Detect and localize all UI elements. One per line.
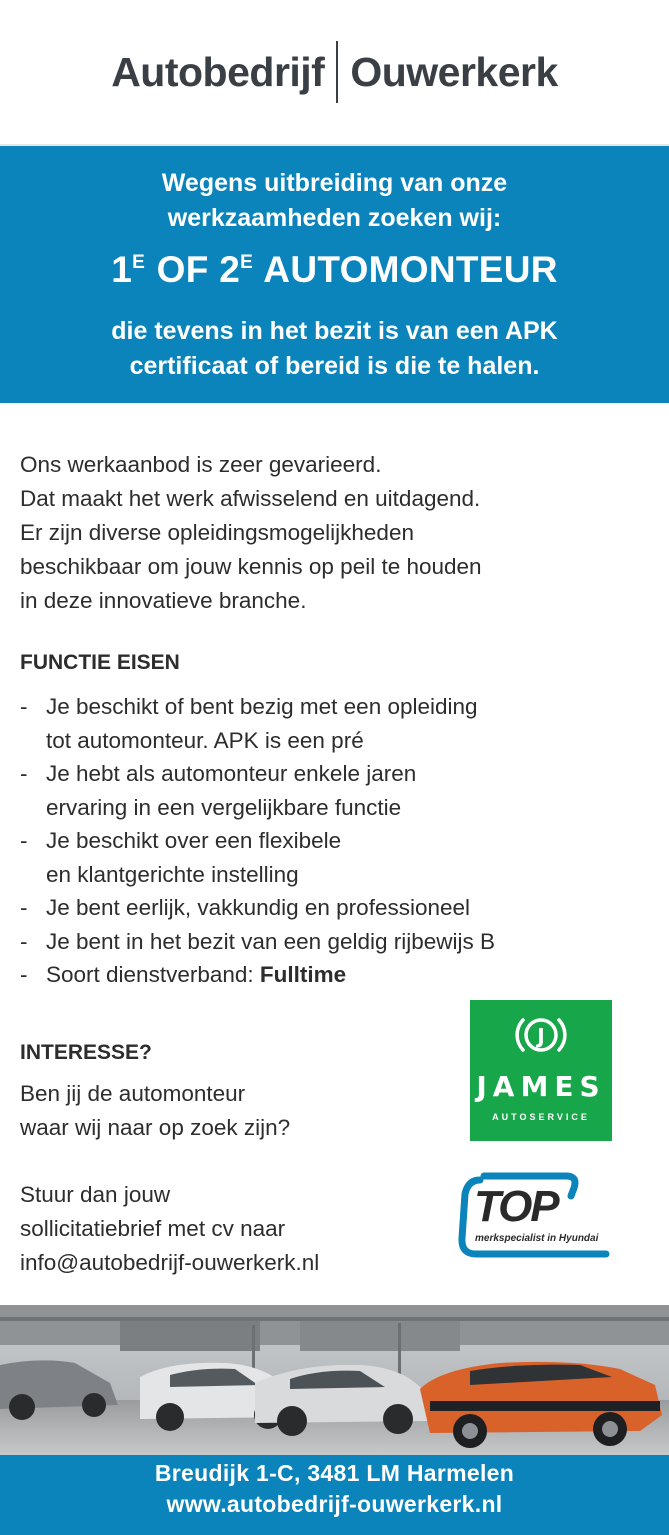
job-title-part: OF 2 — [146, 249, 241, 290]
requirement-line: Je beschikt over een flexibele — [46, 828, 342, 853]
list-dash: - — [20, 761, 28, 786]
top-hyundai-logo — [456, 1170, 634, 1262]
requirement-line: Je beschikt of bent bezig met een opleiding — [46, 694, 478, 719]
vacancy-banner — [0, 146, 669, 403]
footer — [0, 1455, 669, 1535]
brand-name-right: Ouwerkerk — [350, 48, 558, 95]
requirement-item — [20, 824, 660, 891]
requirement-item-employment — [20, 958, 660, 992]
apply-line: sollicitatiebrief met cv naar — [20, 1216, 286, 1241]
banner-intro — [0, 166, 669, 236]
job-title-sup: E — [240, 252, 254, 273]
requirement-line: Je bent eerlijk, vakkundig en professioneel — [46, 895, 471, 920]
top-name: TOP — [474, 1182, 558, 1231]
job-title-part: AUTOMONTEUR — [254, 249, 558, 290]
list-dash: - — [20, 928, 28, 954]
banner-intro-line: Wegens uitbreiding van onze — [161, 169, 508, 197]
list-dash: - — [20, 694, 28, 719]
brand-header — [0, 0, 669, 146]
requirement-item — [20, 690, 660, 757]
requirement-item — [20, 925, 660, 959]
intro-line: Ons werkaanbod is zeer gevarieerd. — [20, 452, 382, 477]
job-title — [0, 249, 669, 291]
requirement-line: en klantgerichte instelling — [46, 861, 299, 887]
footer-website-link[interactable]: www.autobedrijf-ouwerkerk.nl — [166, 1491, 503, 1517]
list-dash: - — [20, 895, 28, 920]
requirement-line: Je hebt als automonteur enkele jaren — [46, 761, 417, 786]
interest-line: Ben jij de automonteur — [20, 1081, 246, 1106]
requirement-item — [20, 891, 660, 925]
requirement-line: ervaring in een vergelijkbare functie — [46, 794, 402, 820]
banner-subtitle — [0, 314, 669, 384]
requirement-line: Je bent in het bezit van een geldig rijbewijs B — [46, 928, 496, 954]
email-link[interactable]: info@autobedrijf-ouwerkerk.nl — [20, 1250, 320, 1275]
interest-question — [20, 1077, 290, 1145]
banner-subtitle-line: certificaat of bereid is die te halen. — [129, 352, 540, 380]
requirements-heading: FUNCTIE EISEN — [20, 651, 180, 674]
job-title-sup: E — [132, 252, 146, 273]
james-tagline: AUTOSERVICE — [492, 1112, 590, 1122]
banner-intro-line: werkzaamheden zoeken wij: — [167, 204, 502, 232]
requirement-line: tot automonteur. APK is een pré — [46, 727, 364, 753]
job-title-part: 1 — [111, 249, 133, 290]
employment-line — [46, 958, 660, 992]
list-dash: - — [20, 828, 28, 853]
apply-line: Stuur dan jouw — [20, 1182, 171, 1207]
intro-paragraph — [20, 448, 650, 618]
employment-label: Soort dienstverband: — [46, 962, 260, 987]
intro-line: Dat maakt het werk afwisselend en uitdagend. — [20, 486, 481, 511]
james-mark-letter: J — [537, 1024, 545, 1048]
james-name: JAMES — [476, 1070, 606, 1103]
employment-value: Fulltime — [259, 962, 347, 987]
top-tagline: merkspecialist in Hyundai — [475, 1233, 599, 1244]
footer-address: Breudijk 1-C, 3481 LM Harmelen — [154, 1460, 515, 1486]
brand-name-left: Autobedrijf — [111, 48, 325, 95]
interest-heading: INTERESSE? — [20, 1041, 152, 1064]
intro-line: Er zijn diverse opleidingsmogelijkheden — [20, 520, 414, 545]
banner-subtitle-line: die tevens in het bezit is van een APK — [111, 317, 558, 345]
intro-line: in deze innovatieve branche. — [20, 588, 307, 613]
requirements-list — [20, 690, 660, 992]
intro-line: beschikbaar om jouw kennis op peil te houden — [20, 554, 482, 579]
brand-divider — [336, 41, 338, 103]
james-autoservice-logo — [470, 1000, 612, 1141]
interest-line: waar wij naar op zoek zijn? — [20, 1115, 291, 1140]
james-mark-icon — [509, 1012, 573, 1058]
cars-illustration — [0, 1305, 669, 1455]
requirement-item — [20, 757, 660, 824]
dealership-photo — [0, 1305, 669, 1455]
list-dash: - — [20, 962, 28, 987]
apply-instructions — [20, 1178, 319, 1280]
